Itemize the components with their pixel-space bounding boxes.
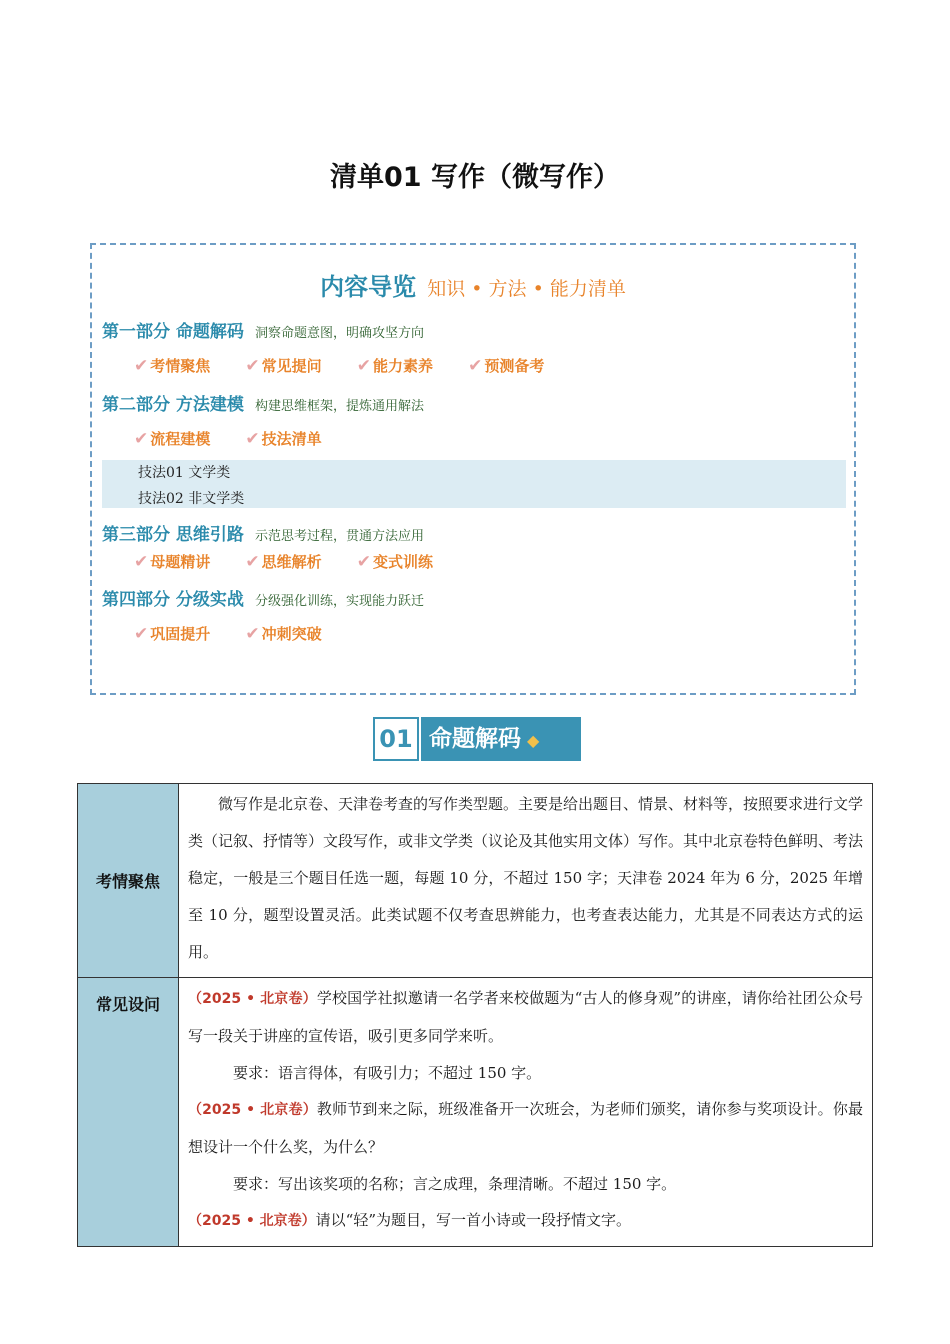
- item-liucheng: ✔ 流程建模: [134, 429, 211, 449]
- skill-list: [102, 460, 846, 508]
- part-desc: 构建思维框架，提炼通用解法: [255, 399, 425, 414]
- part-desc: 示范思考过程，贯通方法应用: [255, 529, 425, 544]
- section-heading: [373, 717, 581, 761]
- part-4: [102, 585, 424, 610]
- part-1: [102, 317, 424, 342]
- question-2-requirement: 要求：写出该奖项的名称；言之成理，条理清晰。不超过 150 字。: [233, 1175, 677, 1193]
- part-title: 第一部分 命题解码: [102, 322, 244, 342]
- part-title: 第三部分 思维引路: [102, 525, 244, 545]
- check-mark-icon: ✔: [245, 552, 260, 572]
- part-title: 第四部分 分级实战: [102, 590, 244, 610]
- question-1-requirement: 要求：语言得体，有吸引力；不超过 150 字。: [233, 1064, 542, 1082]
- item-changjian: ✔ 常见提问: [245, 356, 322, 376]
- question-3: （2025 • 北京卷）请以“轻”为题目，写一首小诗或一段抒情文字。: [188, 1211, 632, 1229]
- item-kaoqing: ✔ 考情聚焦: [134, 356, 211, 376]
- item-jifa: ✔ 技法清单: [245, 429, 322, 449]
- guide-header: [92, 267, 854, 302]
- item-yuce: ✔ 预测备考: [468, 356, 545, 376]
- part-title: 第二部分 方法建模: [102, 395, 244, 415]
- check-mark-icon: ✔: [245, 356, 260, 376]
- guide-subtitle: 知识 • 方法 • 能力清单: [427, 278, 626, 300]
- part-3: [102, 520, 424, 545]
- check-mark-icon: ✔: [356, 552, 371, 572]
- row-content: [179, 978, 873, 1247]
- item-muti: ✔ 母题精讲: [134, 552, 211, 572]
- check-mark-icon: ✔: [134, 356, 149, 376]
- part-2-items: [134, 428, 352, 449]
- check-mark-icon: ✔: [134, 624, 149, 644]
- part-desc: 分级强化训练，实现能力跃迁: [255, 594, 425, 609]
- source-tag: （2025 • 北京卷）: [188, 1102, 317, 1118]
- item-siwei: ✔ 思维解析: [245, 552, 322, 572]
- part-desc: 洞察命题意图，明确攻坚方向: [255, 326, 425, 341]
- item-nengli: ✔ 能力素养: [356, 356, 433, 376]
- item-bianshi: ✔ 变式训练: [356, 552, 433, 572]
- section-label: 命题解码: [429, 726, 521, 752]
- source-tag: （2025 • 北京卷）: [188, 1213, 316, 1229]
- part-1-items: [134, 355, 574, 376]
- check-mark-icon: ✔: [245, 624, 260, 644]
- source-tag: （2025 • 北京卷）: [188, 991, 317, 1007]
- diamond-icon: ◆: [527, 731, 540, 750]
- content-guide-box: [90, 243, 856, 695]
- table-row: [78, 978, 873, 1247]
- question-1: （2025 • 北京卷）学校国学社拟邀请一名学者来校做题为“古人的修身观”的讲座，请你给社团公众号写一段关于讲座的宣传语，吸引更多同学来听。: [188, 989, 864, 1045]
- check-mark-icon: ✔: [134, 552, 149, 572]
- item-gonggu: ✔ 巩固提升: [134, 624, 211, 644]
- question-2: （2025 • 北京卷）教师节到来之际，班级准备开一次班会，为老师们颁奖，请你参与奖项设计。你最想设计一个什么奖，为什么？: [188, 1100, 863, 1156]
- info-table: [77, 783, 873, 1247]
- table-row: [78, 784, 873, 978]
- check-mark-icon: ✔: [468, 356, 483, 376]
- section-label-box: [421, 717, 581, 761]
- skill-item: 技法01 文学类: [138, 465, 231, 481]
- part-2: [102, 390, 424, 415]
- skill-item: 技法02 非文学类: [138, 491, 245, 507]
- page-title: 清单01 写作（微写作）: [330, 162, 620, 193]
- row-header: 常见设问: [78, 978, 179, 1247]
- item-chongci: ✔ 冲刺突破: [245, 624, 322, 644]
- section-number: 01: [373, 717, 419, 761]
- row-header: 考情聚焦: [78, 784, 179, 978]
- check-mark-icon: ✔: [245, 429, 260, 449]
- check-mark-icon: ✔: [134, 429, 149, 449]
- exam-focus-text: 微写作是北京卷、天津卷考查的写作类型题。主要是给出题目、情景、材料等，按照要求进行文学类（记叙、抒情等）文段写作，或非文学类（议论及其他实用文体）写作。其中北京卷特色鲜明、考法稳定，一般是三个题目任选一题，每题 10 分，不超过 150 字；天津卷 2024 年为 6 分，2025 年增至 10 分，题型设置灵活。此类试题不仅考查思辨能力，也考查表达能力，尤其是不同表达方式的运用。: [188, 795, 864, 961]
- part-4-items: [134, 623, 352, 644]
- check-mark-icon: ✔: [356, 356, 371, 376]
- part-3-items: [134, 551, 463, 572]
- row-content: [179, 784, 873, 978]
- guide-title: 内容导览: [320, 273, 417, 301]
